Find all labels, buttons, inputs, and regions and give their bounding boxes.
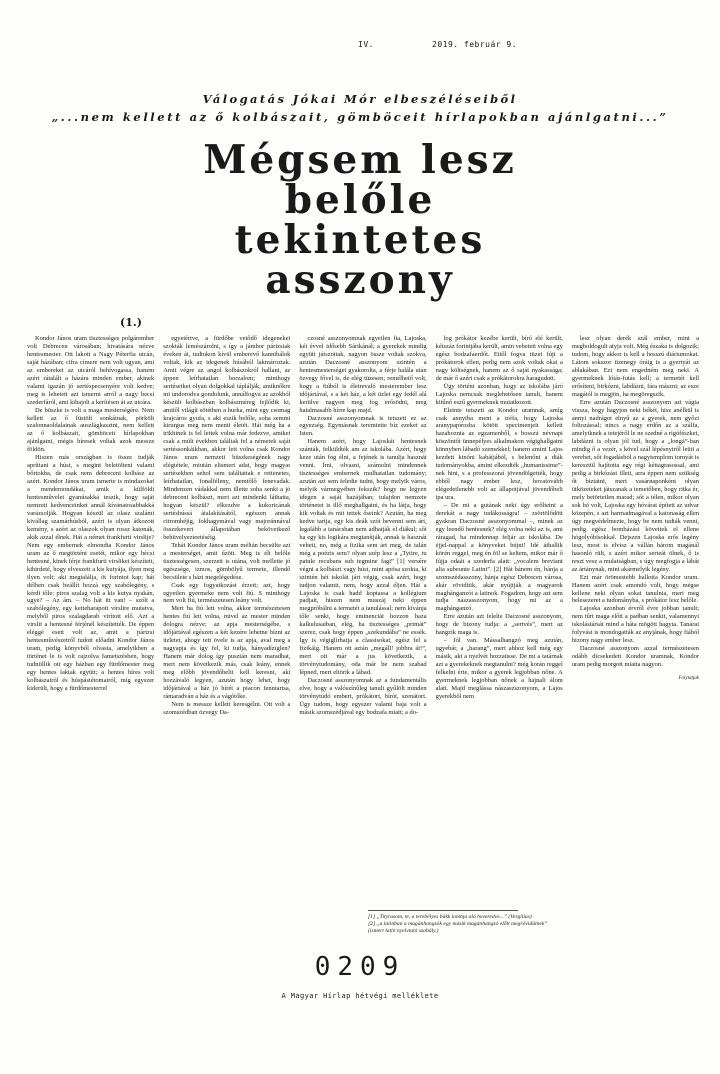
paragraph: – Jól van. Mássalhangzó meg azután, ugyebár, a „harang”, mert ahhoz kell még egy másik, aki a nyelvét hozzaüsse. De mi a tatárnak azt a gyerekeknek megtanulni? még korán reggel felkelni érte, mikor a gyerek legjobban nőne. A gyermeknek legjobban nőnek a hajnali álom alatt. Majd meglássa nászaszszonyom, a Lajos gyerekből nem [435, 637, 563, 700]
paragraph: Kondor János uram tisztességes polgárember volt Debrecen városában; hivatására nézve hentesmester. Ott lakott a Nagy Péterfia utcán, saját házában; cifra címere nem volt ugyan, ami az embereket az utcáról behívogassa, hanem azért rátalált a házára minden ember, akinek valami igazán jó sertéspecsenyére volt kedve; meg is lehetett azt ismerni arról a nagy becsi szederfáról, ami kihajolt a kerítésen át az utcára. [27, 335, 155, 406]
folio-number: 0209 [314, 952, 406, 982]
paragraph: lesz olyan derék szál ember, mint a megboldogult atyja volt. Még északa is dolgozik; tudom, hogy akkor is kell a hosszú diáriumokat. Látom sokszor tizenegy óráig is a gyertyát az ablakában. Ezt nem engedném meg neki. A gyermeknek lótás-futás kell; a termetét kell erősíteni, birkózni, labdázni, fára mászni; az esze magától is megjön, ha megöregszik. [571, 335, 700, 398]
paragraph: czosné asszonyomnak egyetlen fia, Lajoska, két évvel idősebb Sárikánál; a gyerekek mindig együtt játszottak, nagyon össze voltak szokva, azután Daczosné asszonyom szintén a hentesmesterséget gyakorolta, a férje halála után özvegy fővel is, de elég tüzesen; remélhető volt, hogy a fiúból is életrevaló mesterember lesz időjártával, s a két ház, a két üzlet egy fedél alá kerülve nagyon meg fog erősödni, meg hatalmasabb hírre kap majd. [299, 335, 427, 414]
paragraph: Nem is messze kellett keresgélni. Ott volt a szomszédban özvegy Da- [163, 700, 291, 716]
text-column [299, 335, 426, 895]
text-column [572, 335, 699, 895]
footnote: (ismert latin nyelvtani szabály.) [368, 928, 439, 934]
paragraph: Lajoska azonban érvről évre jobban tanult; nem tűrt maga előtt a padban senkit, valamennyi iskolástársát mind a háta mögött hagyta. Tanárai folyvást is mondogatták az anyjának, hogy fiából bizony nagy ember lesz. [571, 605, 700, 645]
issue-date: 2019. február 9. [432, 40, 518, 49]
paragraph: Csak egy fogyatkozást érzett; azt, hogy egyetlen gyermeke nem volt fiú. S minthogy nem volt fiú, természetesen leány volt. [163, 581, 291, 605]
text-column [163, 335, 290, 895]
paragraph: Mert ha fiú lett volna, akkor természetesen hentes fiú lett volna, mivel az mester minden dologra nézve; az apja mesterségébe, s időjártával egészen a két kezére lehetne bízni az üzletet, ahogy tett övele is az apja, aval meg a nagyapja és így fel, ki tudja, hányadíziglen? Hanem már dolog így pusztán nem maradhat, mert nem következik más, csak leány, ennek meg előbb jövendőbelit kell keresni, aki hozzávaló legyen, azután hogy lehet, hogy időjártával a ház jó hírét a piacon fenntartsa, rámaradván a ház és a vágótőke. [163, 605, 291, 700]
paragraph: Ügy történt azonban, hogy az iskolába járó Lajoska nemcsak meglehetősen tanult, hanem kitűnő eszű gyermeknek mutatkozott. [435, 382, 563, 406]
title-line: tekintetes [234, 217, 486, 263]
footnote-rule [368, 910, 518, 911]
title-line: belőle [284, 177, 436, 223]
paragraph: Hanem azért, hogy Lajoskát hentesnek szánták, felküldték am az iskolába. Azért, hogy keze után fog élni, a fejének is tanulja hasznát venni. Írni, olvasni, számolni mindennek tisztességes embernek mulhatatlan tudomány; azután azt sem feledte tudni, hogy melyik város, melyik vármegyében fekszik? hogy ne legyen idegen a saját hazájában; tulajdon nemzete történetet is illő meghallgatni, és ha látja, hogy kik voltak és mit tettek őseink? Azután, ha meg kedve tartja, egy kis deák szót bevenni sem árt, legalább a tanácsban nem adhatják el diákul; sőt ha egy kis logikára megtanítják, annak is hasznát veheti, no, még a fizika sem árt meg, de talán még a poézis sem? olyan szép lesz a „Tytire, tu patule recubans sub tegmine fagi” [1] versére végni a kolbászt vagy húst, mint apósa szokta, ki szintén hét iskolát járt végig, csak azért, hogy tudjon valamit, nem, hogy azzal éljen. Hát a Lajoska is csak hadd koptassa a kollégium padjait, hiszen nem muszáj neki éppen megpróbálni a termetét a tanulással; nem kívánja tőle senki, hogy eminenciát hozzon haza kalkulusaiban, elég, ha tisztességes „primát” szerez, csak hogy éppen „szekundába” ne essék. Így is végiglírhatja a classisokat, egész fel a fizikáig. Hanem ott aztán „megáll! jobbra át!”, mert ott már a jus következik, a törvénytudomány, oda már be nem szabad lépned, mert eltörik a lábad. [299, 438, 427, 677]
text-column [27, 335, 154, 895]
page-header [0, 40, 720, 52]
title-line: asszony [265, 257, 455, 303]
paragraph: egyetértve, a fürdőbe vetődő idegeneket szokták lemészárolni, s így a jámbor párizsiak éveken át, tudtukon kívül emberevő kannibálok voltak, kik az idegenek húsából lakmároztak. Amit végre az angol kolbászokról hallani, az éppen leírhatatlan borzalom; minthogy sertéseiket olyan dolgokkal táplálják, amiknőkre mi undorodva gondolunk, annálfogva az azokból készült kolbászban kolbászméreg fejlődik ki, amitől világít sötétben a hurka, mint egy csomag krajcáros gyufa, s aki eszik belőle, soha semmi kirurgus meg nem menti életét. Hát még ha a trikhinek is fel lettek volna már fedezve, amiket csak a múlt években találtak fel a németek saját sertéssonkáikban, akkor lett volna csak Kondor János uram nemzeti büszkeségének nagy elégtétele, miután elismert adat, hogy magyar sertésekben sehol sem találtattak e rettenetes, leírhatatlan, fonalféleny, nemtőlő fenevadak. Mindenzen vádakkal nem illette soha senki a jó debreceni kolbászt, meri azt mindenki láthatta, hogyan készül? elkezdve a kukoricának sertéshússá átalakításától, egészen annak citromhéjig, fokhagymával vagy majoránnával összekevert állapotában bekövetkező behüvelyezteetéséig. [163, 335, 291, 541]
paragraph: Daczosné asszonyom azzal természetesen odább dicsekedett Kondor uramnak, Kondor uram pedig morgott miatta nagyon. [571, 645, 700, 669]
paragraph: – De mi a gutának neki úgy erőltetni a derekát a nagy tudákosságra! – zsörtölődött gyakran Daczosné asszonyommal –, minek az egy leendő hentesnek? elég volna neki az is, ami ráragad, ha mindennap feljár az iskolába. De éjjel-nappal a könyveket bújni! Idé áthallik körén reggel, meg én föl se keltem, mikor már ő fújja odaát a szederfa alatt: „vocalem breviant alia subeunte Latini”. [2] Hát bánom én, bánja a szomszédasszony, bánja egész Debrecen városa, akár röviditik, akár nyújtják a magyarok maghánganzót a latinok. Fogadom, hogy azt sem tudja nászasszonyom, hogy mi az a maghánganzó. [435, 502, 563, 613]
supplement-line: A Magyar Hírlap hétvégi melléklete [281, 992, 439, 1000]
pull-quote: „...nem kellett az ő kolbászait, gömböceit hírlapokban ajánlgatni...” [51, 110, 669, 124]
kicker: Válogatás Jókai Mór elbeszéléseiből [202, 92, 518, 106]
paragraph: Erre azután azt felelte Daczosné asszonyom, hogy de bizony tudja: a „sertvés”, mert az hangzik maga is. [435, 613, 563, 637]
paragraph: Eleinte tetszett az Kondor uramnak, amíg csak annyiba ment a tréfa, hogy Lajoska aranypapírosba kötött specimenjeit kellett hazahoznia az egzamenből, s bosszú névnapi köszöntőt ünnepélyes alkalmakon végighallgatni könnyben lábadó szemekkel; hanem amint Lajos kezdett kinőni kabátjából, s belenőni a diák tudományokba, amint elkezdték „humanissime”-nek hini, s a professzoraí jövendölgették, hogy ebből nagy ember lesz, hovatovább elégedetlenebb volt az állapotjával jövendőbeli ipa ura. [435, 406, 563, 502]
paragraph: Erre azután Daczosné asszonyom azt vágta vissza, hogy hagyjon neki békét, hisz anélkül is annyi nadrágot elnyű az a gyerek, nem győzi foltozással; nincs a nagy erdőn az a szálfa, amelyiknek a tetejéről le ne szedné a rigófészket, labdázni is olyan jól tud, hogy a „longá”-ban mindig ő a vezér, s kövel szál lépésnyiről leüti a verebet, sőt fogadásból a nagytemplom tornyát is keresztül hajította egy régi kéttagrasossal, ami pedig a birkózást illeti, arra éppen nem szükség őt biztatni, mert vasárnaponként olyan ütközeteket játszanak a temetőben, hogy ritka ér, mely betörtetlen marad; sőt a télen, mikor olyan sok hó volt, Lajoska egy hóvárat épített az udvar közepén, s azt harmadmagával a katonaság ellen úgy megvédelmezte, hogy be nem tudták venni, pedig egész bombázást követtek el ellene hógolyóbisokkal. Dejszen Lajoska erős legény lesz, most is elvisz a vállán három magánál hasonló rült, s azért mikor serteát ölnek, ő is reszt vesz a mulatságban, s úgy megfogja a lábát az ártánynak, mint akármelyik legény. [571, 398, 700, 573]
page-number: IV. [358, 40, 374, 49]
article-title [140, 137, 580, 303]
paragraph: log prókátor kezébe került, bíró elé került, kétszáz forintjába került, amin vehetett volna egy egész bodzafaerdőt. Ettől fogva tüzet fújt a prókátorok ellen, pedig nem azok voltak okai a nagy költségnek, hanem az ő saját nyakassága; de már ő azért csak a prókátorokra haragudott. [435, 335, 563, 382]
text-column [436, 335, 563, 895]
paragraph: Daczosné asszonyomnak az a fundamentális elve, hogy a valószínűleg tanult gyűlölt minden törvénytudó embert, prókátort, bírót, szenátort. Ügy tudom, hogy egyszer valami baja volt a másik szomszédjával egy bodzafa miatt; a do- [299, 676, 427, 716]
section-number: (1.) [120, 316, 142, 329]
paragraph: Tehát Kondor János uram méltán becsülte azt a mesterséget, amit űzött. Meg is élt belőle tisztességesen, szerzett is utána, volt mellette jó egészsége, izmos, gömbölyű termete, illendő becsülete s házi megelégedése. [163, 541, 291, 581]
paragraph: Ezt már örömestebb hallotta Kondor uram. Hanem azért csak amondó volt, hogy mégse kellene neki olyan sokat tanulnia, mert meg belesezeret a tudományba, s prókátor lesz belőle. [571, 573, 700, 605]
paragraph: De büszke is volt a maga mesterségére. Nem kellett az ő füstölt sonkáinak, pörkölt szalonnaoldalainak auszlágkasztni, nem kellett az ő kolbászait, gömböceit hírlapokban ajánlgatni, mégis híresek voltak azok messze földön. [27, 406, 155, 454]
paragraph: Daczosné asszonyomnak is tetszett ez az egyezség. Egymásnak teremtette bíz ezeket az Isten. [299, 414, 427, 438]
paragraph: Hiszen más országban is össze tudják apríttani a húst, s megint beletölteni valami bőrtokba, de csak nem debreceni kolbász az azért. Kondor János uram ismerte is mindazokat a mendemondákat, amik a külföldi hentesművelet gyanúsakká teszik, hogy saját nemzeti kedvenceinket annál kívánatosabbakká varázsolják. Hogyan készül az olasz szalámi kivállag szamárhúsból, azért is olyan átkozott kemény, s azért az olaszok olyan rossz katonák, akik azzal élnek. Hát a német frankfurti virslije? Nem egy embernek elmondta Kondor János uram az ő megtörtént esetét, mikor egy bécsi hentesné, kinek férje frankfurti virsliket készített, kihirdeté, hogy elveszett a kis kutyája, ilyen meg ilyen volt; aki megtalálja, öt forintot kap; hát délben csak beállít hozzá egy szabólegény, s kérdi tőle: piros szalag volt a kis kutya nyakán, ugye? – Az ám. – No hát itt van! – szólt a szabólegény, egy ketteharapott virslire mutatva, melyből piros szalagdarab virított elő. Azt a virslit a hentesné férjénél készítették. De éppen eléggé esett volt az, amit a párizsi hentesművészetről tudott előadni Kondor János uram, pedig könyvből olvasta, amelyikben a történet le is volt rajzolva fametszésben, hogy tudniillik ott egy házban egy fürdőmester meg egy hentes laktak együtt; a hentes híres volt kolbászairól és húspástétomairól, míg egyszer kiderült, hogy a fürdőmesterrel [27, 454, 155, 692]
footnote: [2] „a latinban a magánhangzók egy másik magánhangzó előtt megrövidülnek” [368, 921, 548, 927]
article-body [27, 335, 699, 895]
continued-signature: Folytatjuk [678, 676, 700, 682]
footnote: [1] „Tityrusom, te, a terebélyes bükk lombja alá heveredve...” (Vergilius) [368, 914, 532, 920]
title-line: Mégsem lesz [203, 137, 517, 183]
footnotes [368, 910, 700, 935]
